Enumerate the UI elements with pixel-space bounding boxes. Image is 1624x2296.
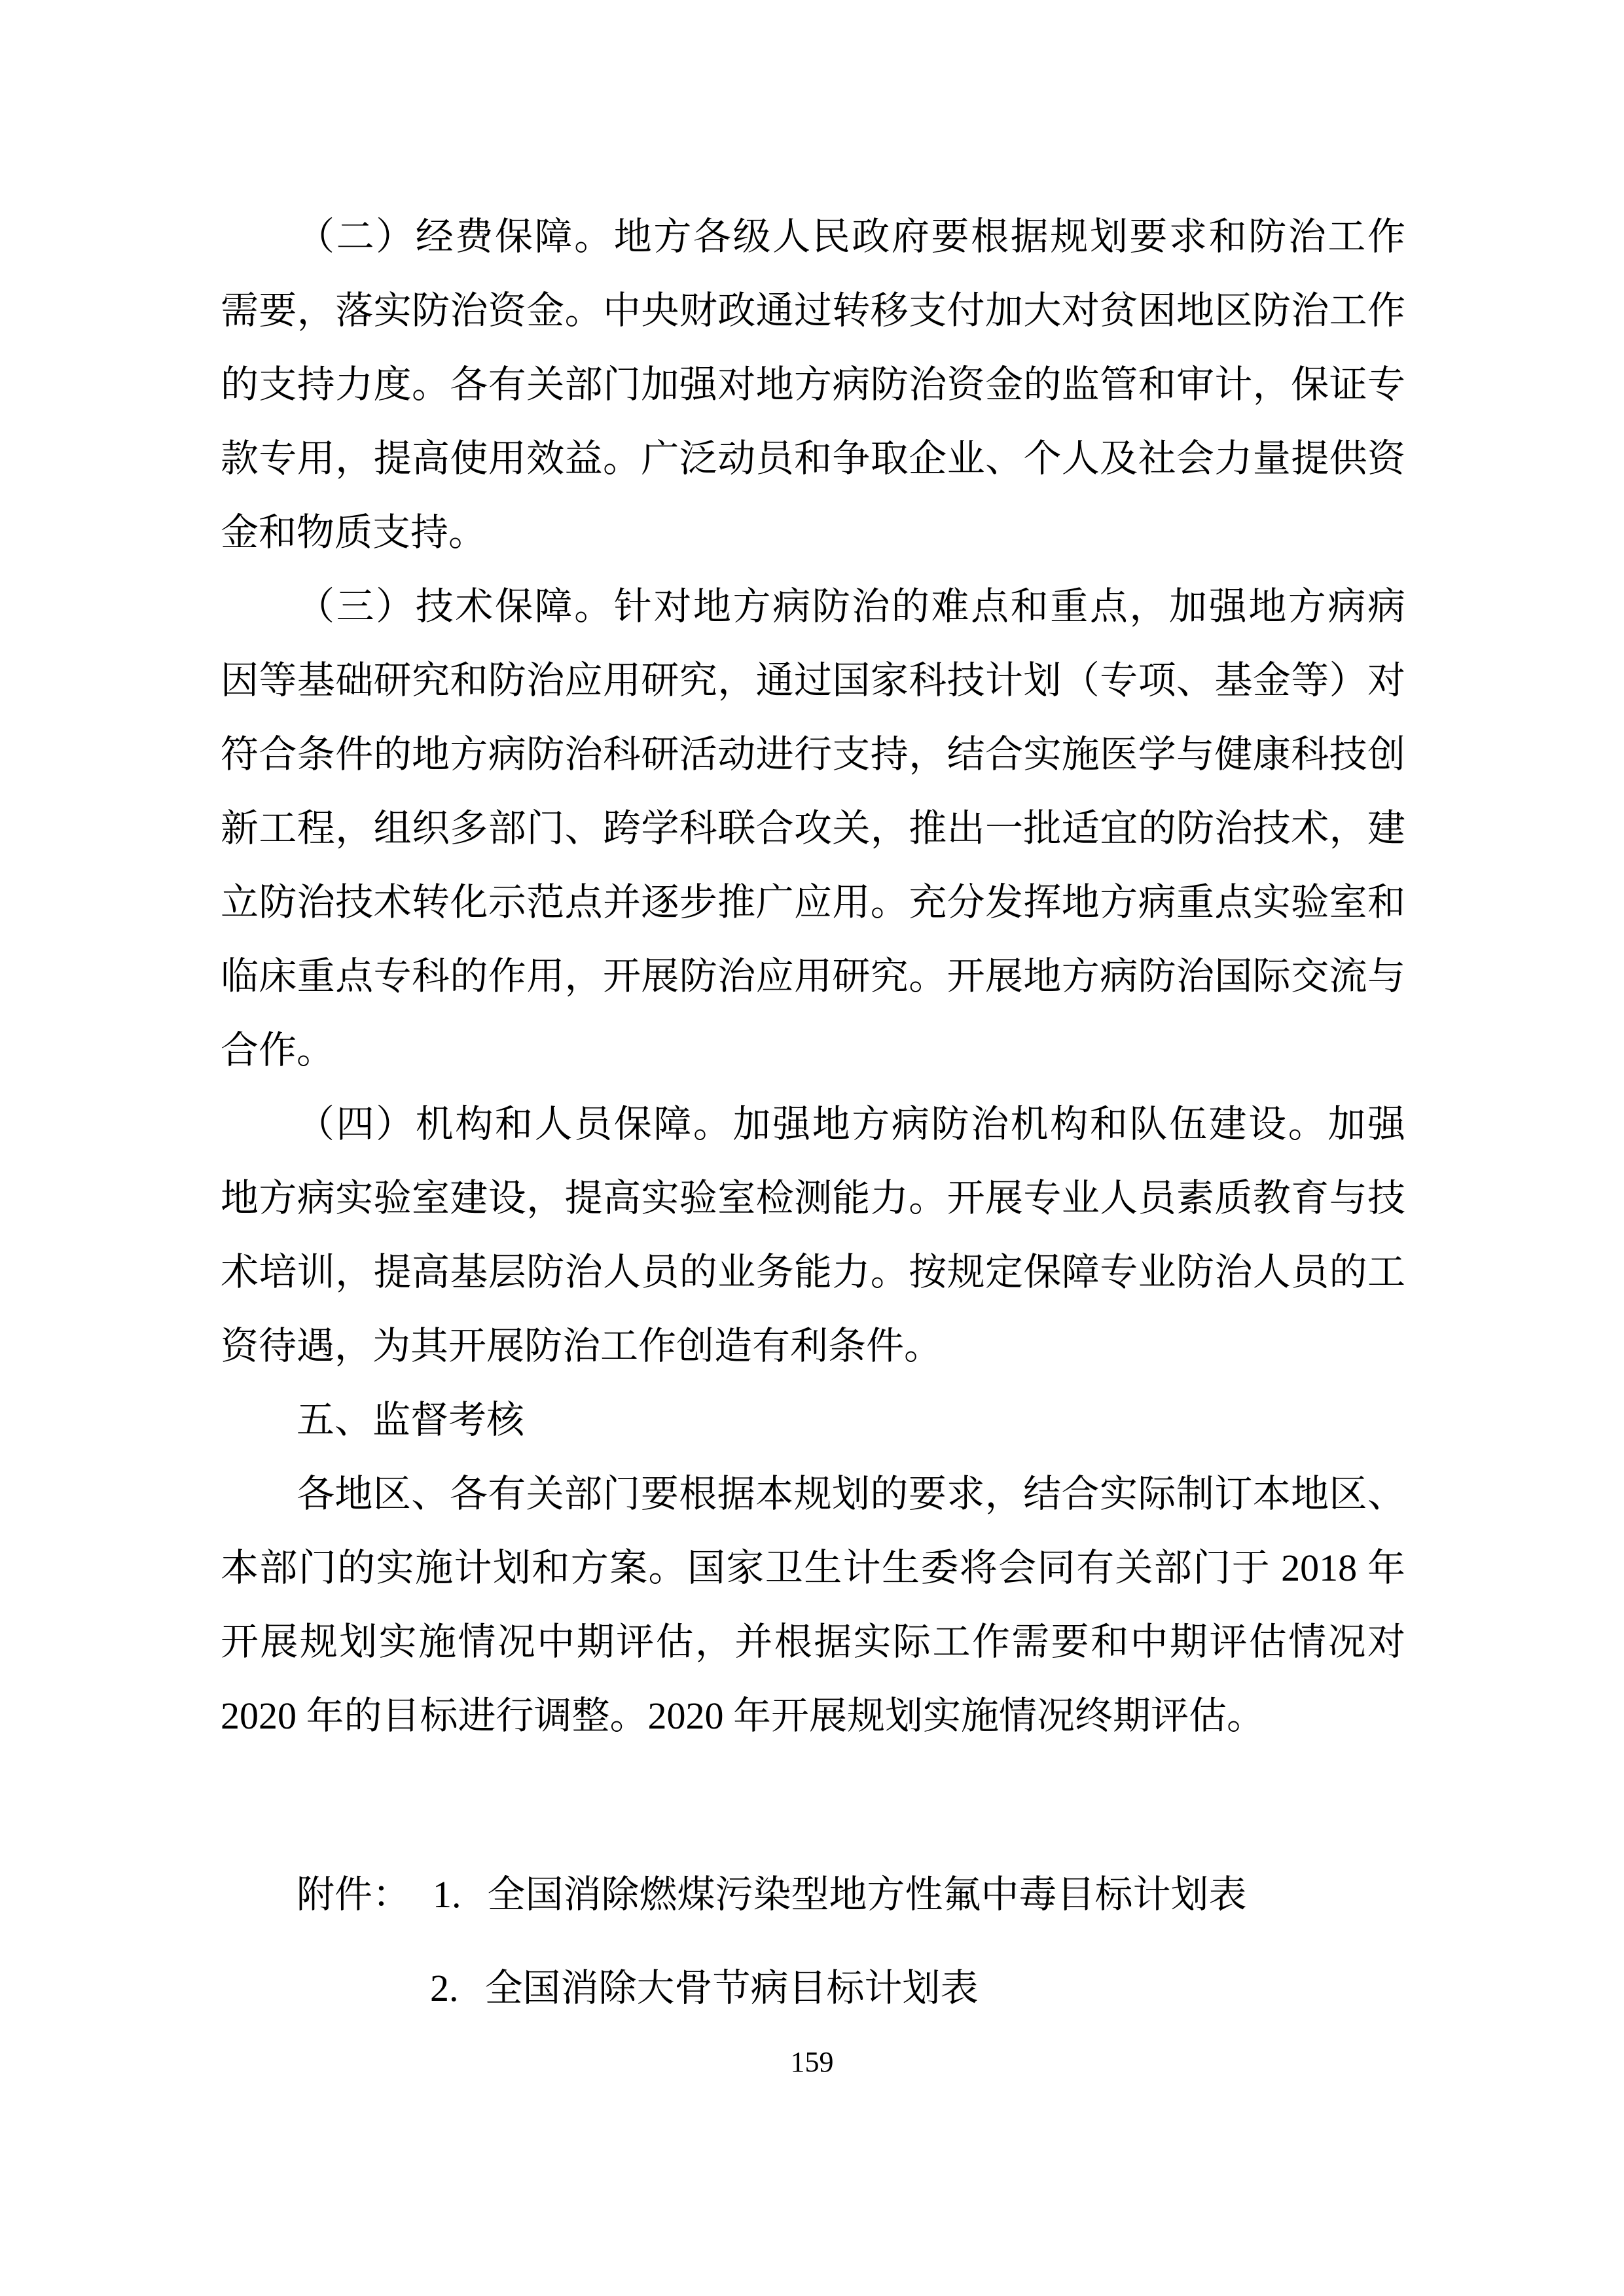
section-supervision: [221, 1383, 1405, 1457]
text-line: 的支持力度。各有关部门加强对地方病防治资金的监管和审计，保证专: [221, 363, 1405, 406]
text-line: 符合条件的地方病防治科研活动进行支持，结合实施医学与健康科技创: [221, 733, 1405, 776]
text-line: 金和物质支持。: [221, 511, 487, 554]
page-number: 159: [790, 2046, 834, 2078]
text-line: 立防治技术转化示范点并逐步推广应用。充分发挥地方病重点实验室和: [221, 881, 1405, 924]
text-line: 各地区、各有关部门要根据本规划的要求，结合实际制订本地区、: [297, 1473, 1405, 1515]
attachment-item-number: 1.: [433, 1873, 461, 1916]
attachment-label: 附件：: [297, 1873, 411, 1916]
text-line: 本部门的实施计划和方案。国家卫生计生委将会同有关部门于 2018 年: [221, 1547, 1405, 1589]
text-line: （二）经费保障。地方各级人民政府要根据规划要求和防治工作: [297, 215, 1405, 258]
text-line: 款专用，提高使用效益。广泛动员和争取企业、个人及社会力量提供资: [221, 437, 1405, 480]
text-line: 地方病实验室建设，提高实验室检测能力。开展专业人员素质教育与技: [221, 1177, 1405, 1219]
text-line: 因等基础研究和防治应用研究，通过国家科技计划（专项、基金等）对: [221, 659, 1405, 702]
text-line: 2020 年的目标进行调整。2020 年开展规划实施情况终期评估。: [221, 1695, 1265, 1737]
attachment-item-title: 全国消除燃煤污染型地方性氟中毒目标计划表: [487, 1873, 1247, 1916]
text-line: 合作。: [221, 1029, 335, 1071]
attachment-item: [430, 1941, 1405, 2035]
section-heading: 五、监督考核: [297, 1399, 525, 1441]
attachment-item: [221, 1848, 1405, 1941]
text-line: 需要，落实防治资金。中央财政通过转移支付加大对贫困地区防治工作: [221, 289, 1405, 332]
text-line: （四）机构和人员保障。加强地方病防治机构和队伍建设。加强: [297, 1103, 1405, 1145]
attachment-list: [221, 1848, 1405, 2035]
text-line: 新工程，组织多部门、跨学科联合攻关，推出一批适宜的防治技术，建: [221, 807, 1405, 850]
attachment-item-title: 全国消除大骨节病目标计划表: [484, 1967, 979, 2009]
paragraph-funding: [221, 200, 1405, 569]
text-line: 临床重点专科的作用，开展防治应用研究。开展地方病防治国际交流与: [221, 955, 1405, 997]
paragraph-technology: [221, 569, 1405, 1087]
text-line: （三）技术保障。针对地方病防治的难点和重点，加强地方病病: [297, 585, 1405, 628]
attachment-item-number: 2.: [430, 1967, 459, 2009]
text-line: 术培训，提高基层防治人员的业务能力。按规定保障专业防治人员的工: [221, 1251, 1405, 1293]
document-body: [221, 200, 1405, 2035]
paragraph-supervision-body: [221, 1457, 1405, 1753]
paragraph-personnel: [221, 1087, 1405, 1383]
text-line: 资待遇，为其开展防治工作创造有利条件。: [221, 1325, 943, 1367]
text-line: 开展规划实施情况中期评估，并根据实际工作需要和中期评估情况对: [221, 1621, 1405, 1663]
